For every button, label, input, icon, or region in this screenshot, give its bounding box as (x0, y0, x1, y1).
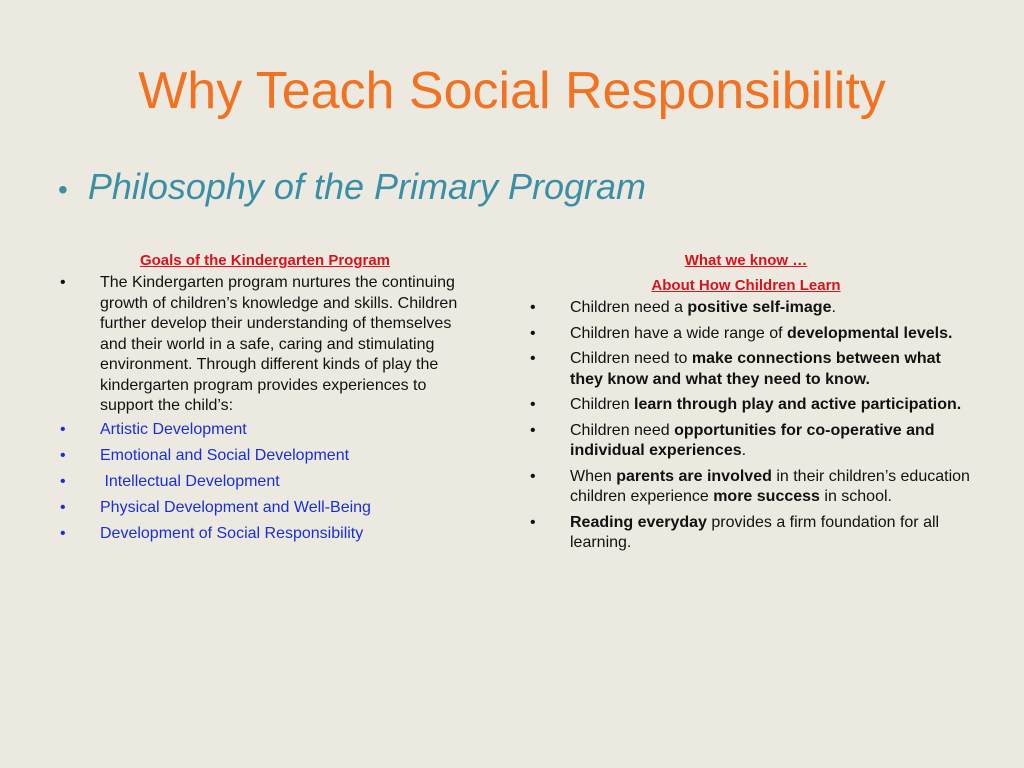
bullet-icon: • (530, 513, 536, 531)
learning-fact-item (530, 324, 970, 345)
goal-item (60, 495, 470, 521)
bullet-icon: • (530, 324, 536, 342)
bullet-icon: • (530, 467, 536, 485)
fact-text-regular: Children need (570, 421, 675, 439)
fact-text-regular: When (570, 467, 617, 485)
fact-text-regular: Children (570, 396, 635, 413)
bullet-icon: • (60, 446, 66, 464)
subtitle-text: Philosophy of the Primary Program (87, 166, 647, 207)
fact-text-regular: Children need to (570, 350, 692, 367)
bullet-icon: • (530, 421, 536, 439)
learning-fact-item (530, 395, 970, 416)
goal-item (60, 443, 470, 469)
bullet-icon: • (60, 524, 66, 542)
fact-text-bold: parents are involved (616, 467, 772, 485)
learning-fact-item (530, 467, 970, 508)
bullet-icon: • (60, 498, 66, 516)
bullet-icon: • (530, 350, 536, 367)
fact-text-regular: . (741, 442, 747, 459)
goal-item (60, 521, 470, 547)
bullet-icon: • (530, 299, 536, 316)
learning-fact-item (530, 513, 970, 554)
bullet-icon: • (60, 274, 66, 291)
fact-text-bold: positive self-image (687, 299, 832, 316)
goal-label: Artistic Development (100, 420, 247, 438)
learning-fact-item (530, 421, 970, 462)
goal-label: Intellectual Development (100, 472, 280, 490)
learning-fact-item (530, 349, 970, 390)
goal-label: Development of Social Responsibility (100, 524, 364, 542)
bullet-icon: • (530, 396, 536, 413)
fact-text-regular: Children have a wide range of (570, 324, 788, 342)
goal-item (60, 469, 470, 495)
left-paragraph-text: The Kindergarten program nurtures the continuing growth of children’s knowledge and skills. Children further develop their understanding of themselves and their world in a safe, caring and stimulating environment. Through different kinds of play the kindergarten program provides experiences to support the child’s: (100, 274, 458, 414)
subtitle-row (58, 166, 646, 208)
right-column-heading-line2: About How Children Learn (651, 277, 841, 294)
left-paragraph-list (60, 273, 470, 417)
subtitle-bullet: • (58, 174, 68, 205)
fact-text-regular: in school. (819, 488, 892, 505)
right-column (530, 248, 970, 559)
fact-text-regular: . (831, 299, 836, 316)
left-column (60, 248, 470, 547)
bullet-icon: • (60, 472, 66, 490)
right-column-heading-line1: What we know … (684, 252, 808, 269)
slide-title: Why Teach Social Responsibility (138, 62, 886, 120)
goal-item (60, 417, 470, 443)
fact-text-bold: Reading everyday (570, 513, 707, 531)
goal-label: Physical Development and Well-Being (100, 498, 371, 516)
left-column-heading: Goals of the Kindergarten Program (139, 252, 391, 269)
left-paragraph-item (60, 273, 470, 417)
learning-facts-list (530, 298, 970, 554)
learning-fact-item (530, 298, 970, 319)
fact-text-regular: Children need a (570, 299, 688, 316)
goal-label: Emotional and Social Development (100, 446, 350, 464)
fact-text-regular: in their children’s education children experience (570, 467, 970, 505)
fact-text-bold: developmental levels. (787, 324, 953, 342)
fact-text-bold: learn through play and active participation. (634, 396, 962, 413)
fact-text-bold: make connections between what they know and what they need to know. (570, 350, 941, 388)
goals-list (60, 417, 470, 547)
fact-text-regular: provides a firm foundation for all learning. (570, 513, 940, 551)
fact-text-bold: more success (713, 488, 820, 505)
fact-text-bold: opportunities for co-operative and individual experiences (570, 421, 935, 459)
bullet-icon: • (60, 420, 66, 438)
